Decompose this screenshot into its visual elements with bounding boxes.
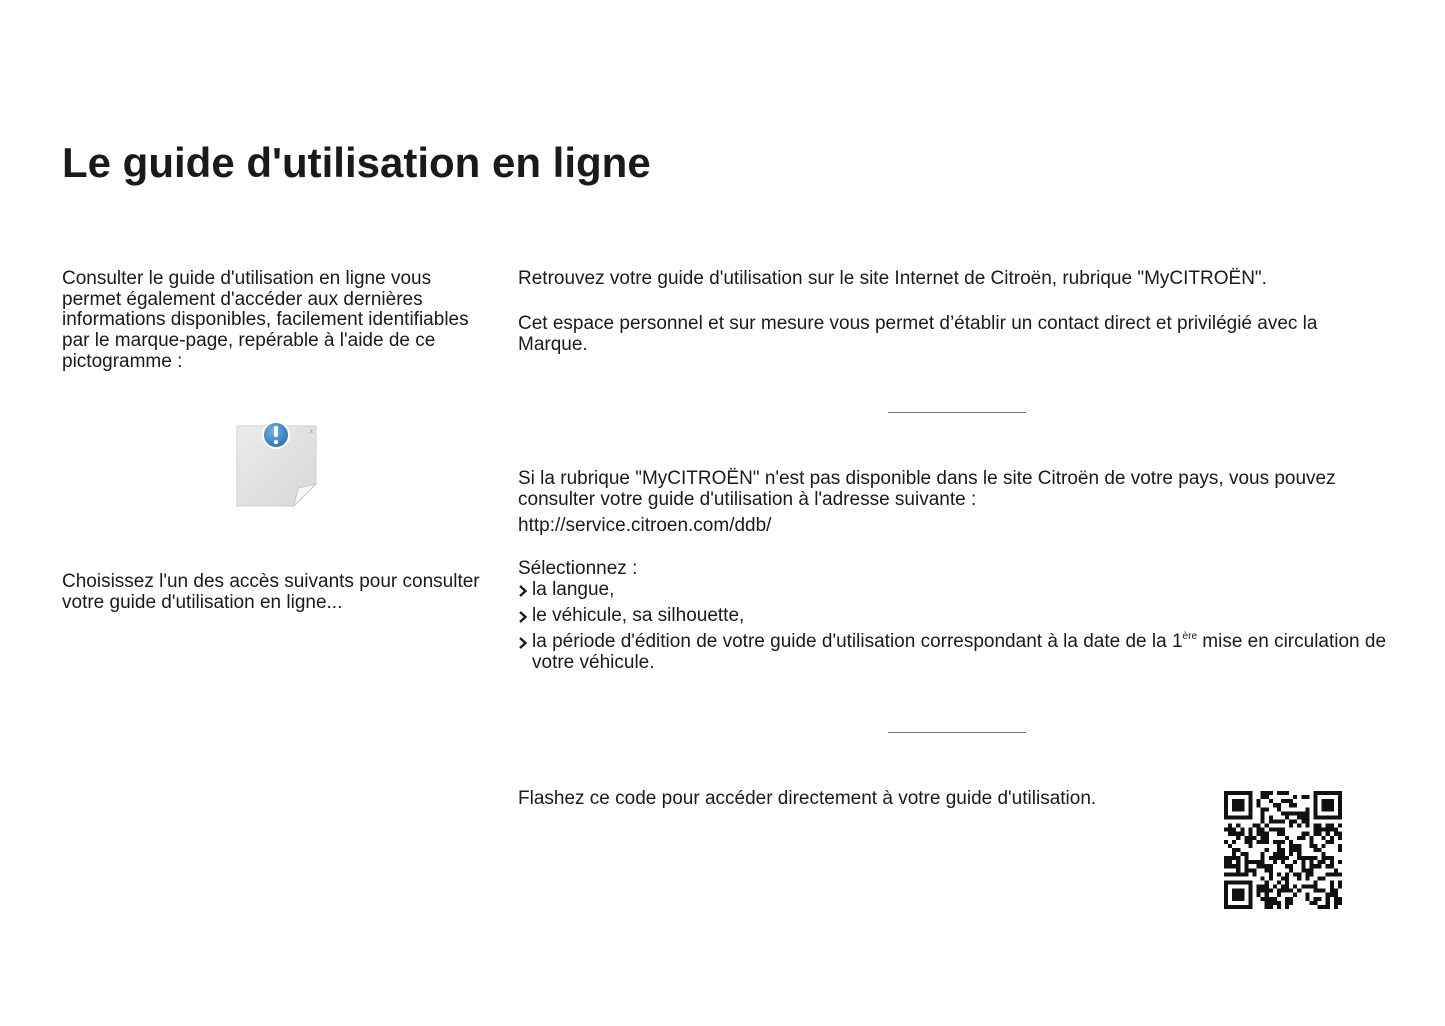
section-divider bbox=[888, 412, 1026, 413]
personal-space-paragraph: Cet espace personnel et sur mesure vous permet d’établir un contact direct et privilégié avec la Marque. bbox=[518, 313, 1318, 355]
chevron-right-icon bbox=[518, 637, 528, 649]
list-item bbox=[518, 606, 1398, 627]
service-url-link[interactable]: http://service.citroen.com/ddb/ bbox=[518, 515, 772, 536]
qr-instruction: Flashez ce code pour accéder directement à votre guide d'utilisation. bbox=[518, 788, 1097, 809]
list-item bbox=[518, 632, 1398, 673]
mycitroen-paragraph: Retrouvez votre guide d'utilisation sur le site Internet de Citroën, rubrique "MyCITROËN". bbox=[518, 268, 1267, 289]
unavailable-paragraph: Si la rubrique "MyCITROËN" n'est pas disponible dans le site Citroën de votre pays, vous pouvez consulter votre guide d'utilisation à l'adresse suivante : bbox=[518, 468, 1336, 510]
choose-access-paragraph: Choisissez l'un des accès suivants pour consulter votre guide d'utilisation en ligne... bbox=[62, 571, 480, 613]
bullet-text: la période d'édition de votre guide d'utilisation correspondant à la date de la 1ère mise en circulation de votre véhicule. bbox=[532, 631, 1387, 673]
bookmark-info-icon bbox=[234, 418, 320, 508]
bullet-text: le véhicule, sa silhouette, bbox=[532, 605, 745, 626]
svg-text:x: x bbox=[310, 429, 313, 435]
bullet-text: la langue, bbox=[532, 579, 615, 600]
section-divider bbox=[888, 732, 1026, 733]
chevron-right-icon bbox=[518, 585, 528, 597]
select-label: Sélectionnez : bbox=[518, 558, 638, 579]
intro-paragraph: Consulter le guide d'utilisation en ligne vous permet également d'accéder aux dernières informations disponibles, facilement identifiables par le marque-page, repérable à l'aide de ce pictogramme : bbox=[62, 268, 469, 372]
page-title: Le guide d'utilisation en ligne bbox=[62, 139, 651, 186]
qr-code[interactable] bbox=[1224, 791, 1342, 909]
chevron-right-icon bbox=[518, 611, 528, 623]
list-item bbox=[518, 580, 1398, 601]
